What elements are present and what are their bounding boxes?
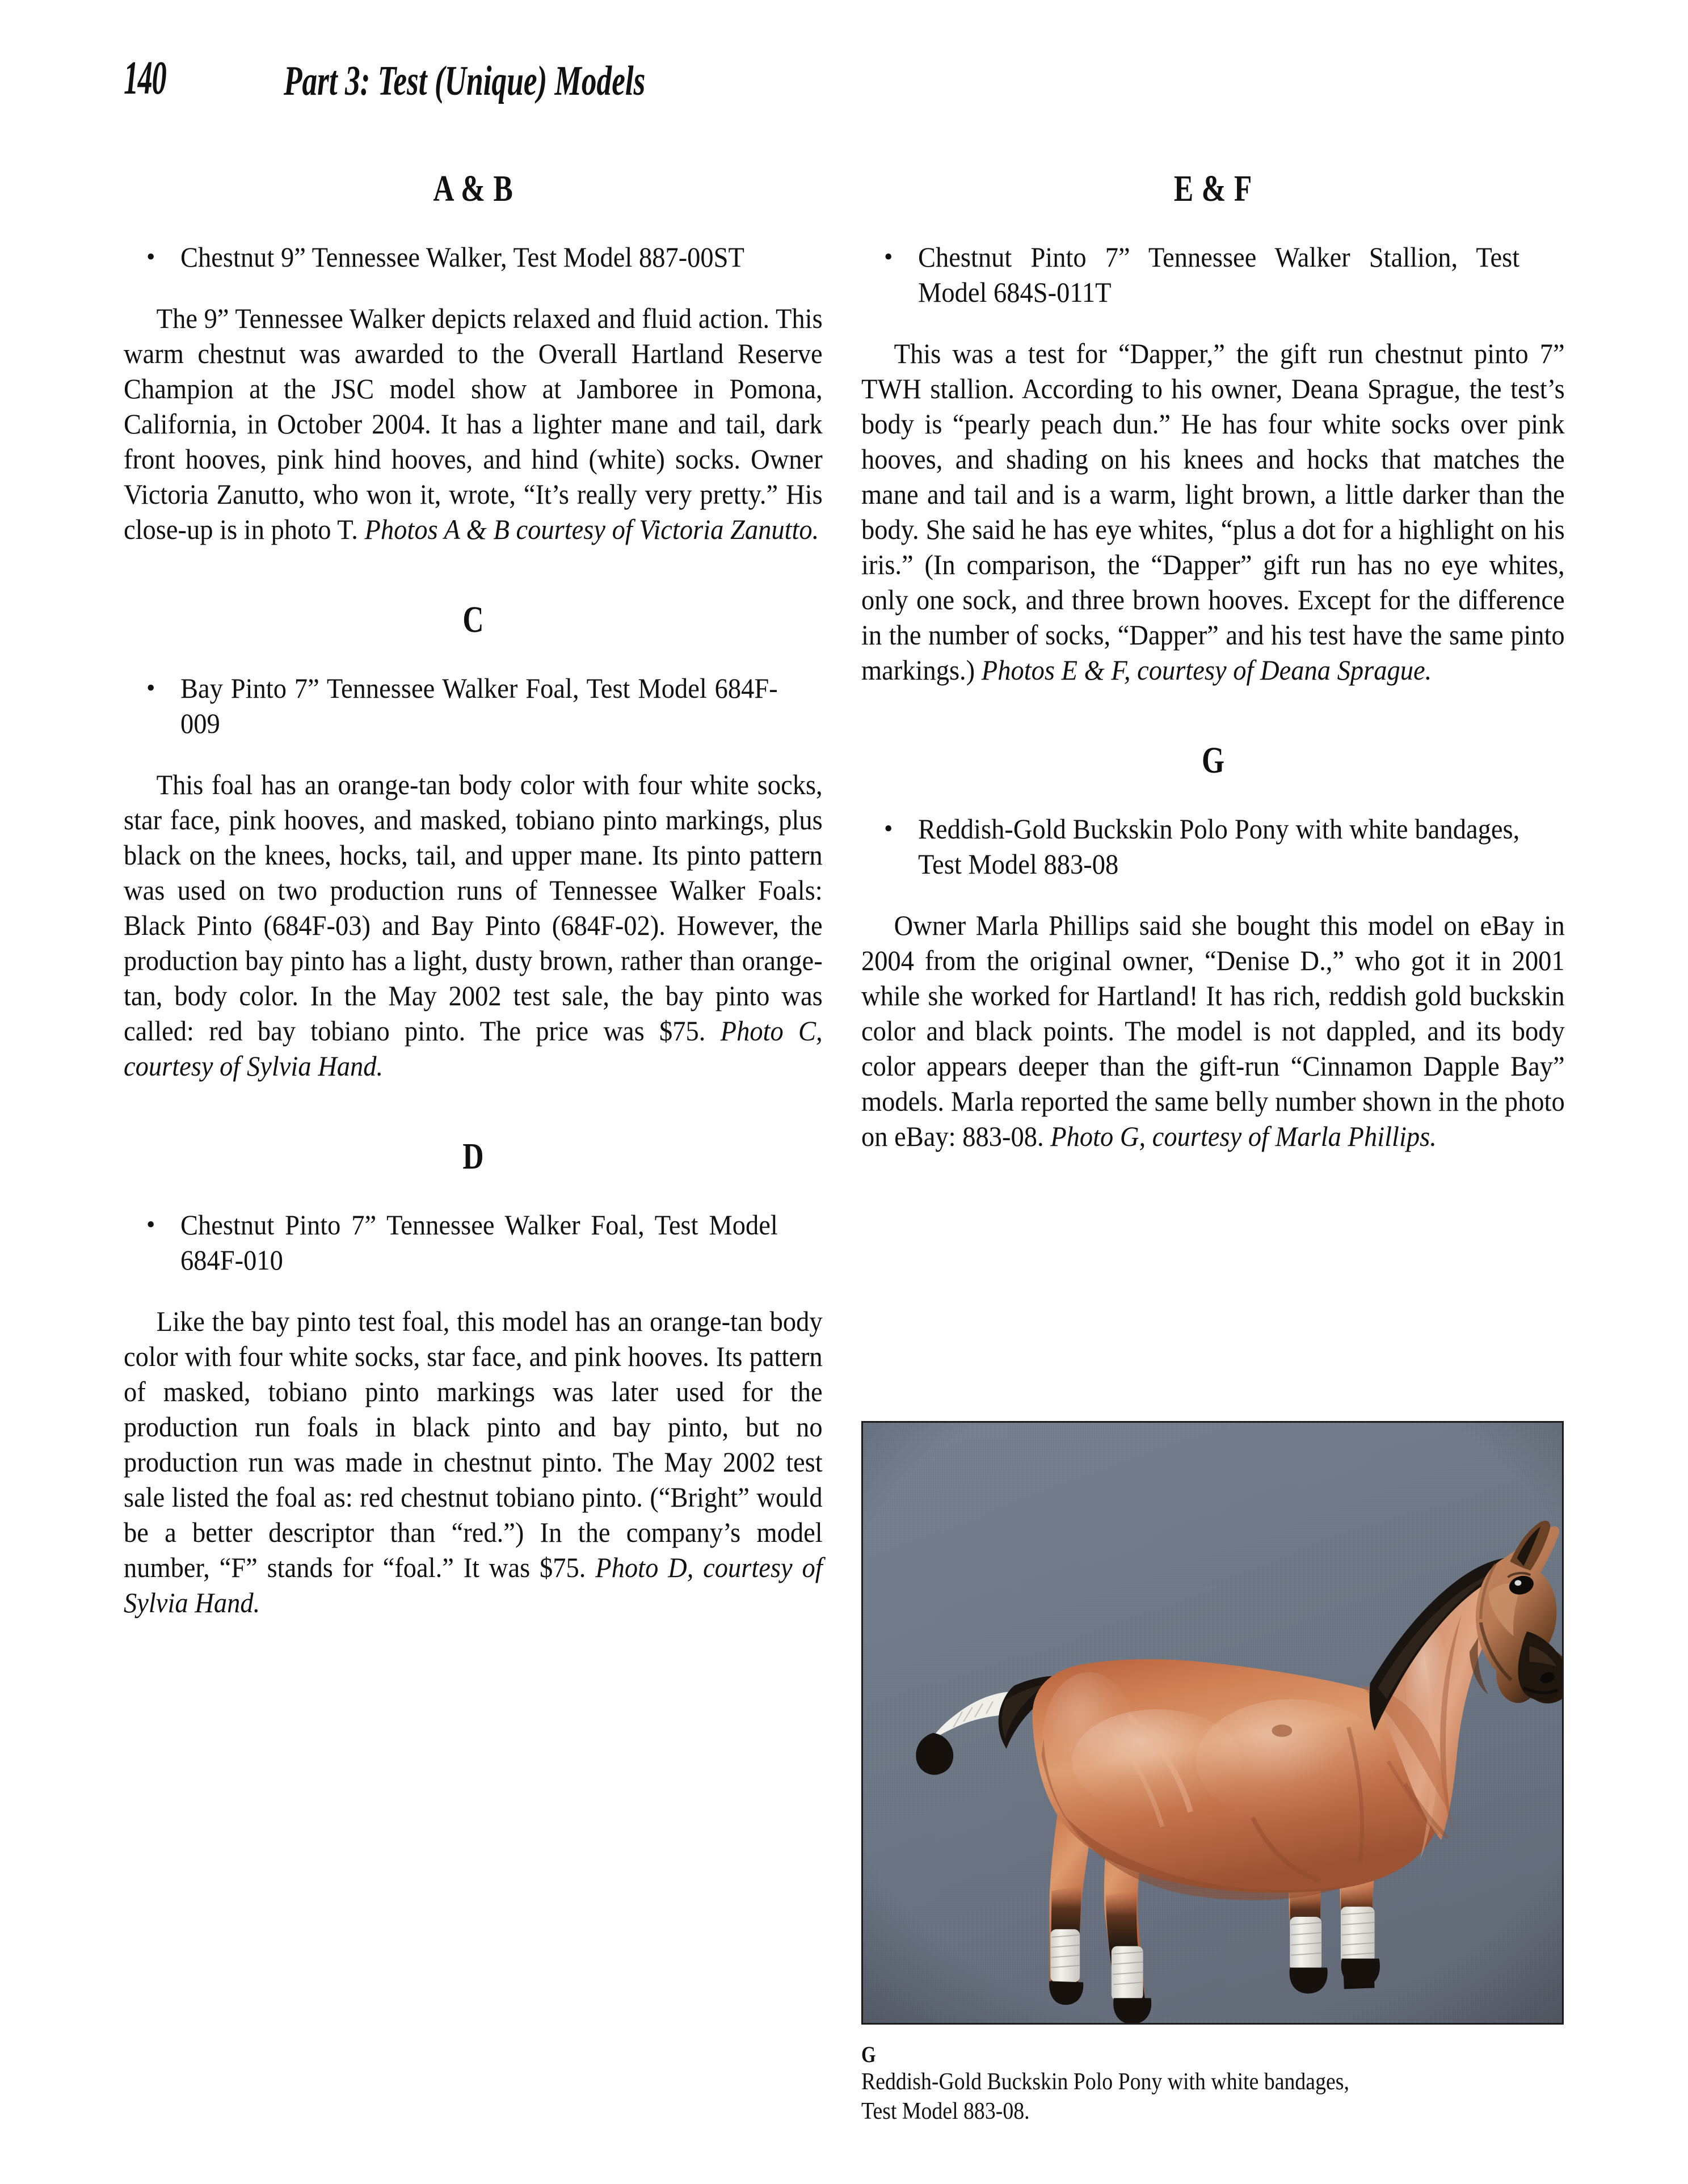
photo-credit-g: Photo G, courtesy of Marla Phillips. [1050, 1120, 1437, 1152]
model-description: Reddish-Gold Buckskin Polo Pony with white bandages, Test Model 883-08 [918, 813, 1520, 880]
section-a-b [124, 170, 823, 547]
section-heading-a-b: A & B [433, 168, 513, 209]
figure-caption [861, 2042, 1565, 2126]
section-heading-g: G [1201, 740, 1225, 781]
section-d [124, 1138, 823, 1620]
section-heading-e-f: E & F [1173, 168, 1253, 209]
figure-g [861, 1421, 1564, 2025]
photo-credit-c: Photo C, courtesy of Sylvia Hand. [124, 1015, 823, 1082]
section-spacer [124, 547, 823, 601]
running-title: Part 3: Test (Unique) Models [284, 58, 646, 104]
bullet-dot: • [146, 674, 155, 702]
photo-credit-d: Photo D, courtesy of Sylvia Hand. [124, 1551, 823, 1618]
photo-credit-e-f: Photos E & F, courtesy of Deana Sprague. [981, 654, 1432, 686]
paragraph-c-text: This foal has an orange-tan body color with four white socks, star face, pink hooves, and masked, tobiano pinto markings, plus black on the knees, hocks, tail, and upper mane. Its pinto pattern was used on two production runs of Tennessee Walker Foals: Black Pinto (684F-03) and Bay Pinto (684F-02). However, the production bay pinto has a light, dusty brown, rather than orange-tan, body color. In the May 2002 test sale, the bay pinto was called: red bay tobiano pinto. The price was $75. [124, 769, 823, 1047]
paragraph-g [861, 908, 1565, 1154]
section-g [861, 742, 1565, 1154]
caption-line-2: Test Model 883-08. [861, 2098, 1030, 2124]
bullet-dot: • [884, 243, 893, 271]
model-description: Chestnut 9” Tennessee Walker, Test Model 887-00ST [180, 241, 744, 273]
list-item [861, 239, 1565, 310]
paragraph-d [124, 1304, 823, 1620]
paragraph-e-f-text: This was a test for “Dapper,” the gift run chestnut pinto 7” TWH stallion. According to his owner, Deana Sprague, the test’s body is “pearly peach dun.” He has four white socks over pink hooves, and shading on his knees and hocks that matches the mane and tail and is a warm, light brown, a little darker than the body. She said he has eye whites, “plus a dot for a highlight on his iris.” (In comparison, the “Dapper” gift run has no eye whites, only one sock, and three brown hooves. Except for the difference in the number of socks, “Dapper” and his test have the same pinto markings.) [861, 338, 1565, 686]
paragraph-c [124, 767, 823, 1083]
paragraph-e-f [861, 336, 1565, 688]
section-e-f [861, 170, 1565, 688]
page-number: 140 [124, 52, 166, 104]
bullet-dot: • [146, 1211, 155, 1238]
bullet-dot: • [146, 243, 155, 271]
paragraph-a-b [124, 301, 823, 547]
caption-letter: G [861, 2042, 876, 2067]
photo-g [861, 1421, 1564, 2025]
list-item [861, 811, 1565, 882]
list-item [124, 239, 823, 275]
right-column [861, 170, 1565, 1154]
caption-line-1: Reddish-Gold Buckskin Polo Pony with white bandages, [861, 2069, 1349, 2095]
section-spacer [124, 1083, 823, 1138]
section-spacer [861, 688, 1565, 742]
model-description: Chestnut Pinto 7” Tennessee Walker Foal, Test Model 684F-010 [180, 1209, 778, 1276]
bullet-dot: • [884, 815, 893, 842]
paragraph-d-text: Like the bay pinto test foal, this model has an orange-tan body color with four white socks, star face, and pink hooves. Its pattern of masked, tobiano pinto markings was later used for the production run foals in black pinto and bay pinto, but no production run was made in chestnut pinto. The May 2002 test sale listed the foal as: red chestnut tobiano pinto. (“Bright” would be a better descriptor than “red.”) In the company’s model number, “F” stands for “foal.” It was $75. [124, 1305, 823, 1583]
paragraph-a-b-text: The 9” Tennessee Walker depicts relaxed and fluid action. This warm chestnut was awarded to the Overall Hartland Reserve Champion at the JSC model show at Jamboree in Pomona, California, in October 2004. It has a lighter mane and tail, dark front hooves, pink hind hooves, and hind (white) socks. Owner Victoria Zanutto, who won it, wrote, “It’s really very pretty.” His close-up is in photo T. [124, 302, 823, 545]
model-description: Bay Pinto 7” Tennessee Walker Foal, Test Model 684F-009 [180, 672, 778, 739]
paragraph-g-text: Owner Marla Phillips said she bought this model on eBay in 2004 from the original owner, “Denise D.,” who got it in 2001 while she worked for Hartland! It has rich, reddish gold buckskin color and black points. The model is not dappled, and its body color appears deeper than the gift-run “Cinnamon Dapple Bay” models. Marla reported the same belly number shown in the photo on eBay: 883-08. [861, 909, 1565, 1152]
horse-figurine-illustration [863, 1423, 1562, 2023]
list-item [124, 671, 823, 741]
section-c [124, 601, 823, 1083]
section-heading-c: C [462, 599, 484, 640]
section-heading-d: D [462, 1136, 484, 1177]
model-description: Chestnut Pinto 7” Tennessee Walker Stallion, Test Model 684S-011T [918, 241, 1520, 308]
list-item [124, 1207, 823, 1277]
photo-credit-a-b: Photos A & B courtesy of Victoria Zanutto. [364, 513, 819, 545]
left-column [124, 170, 823, 1620]
